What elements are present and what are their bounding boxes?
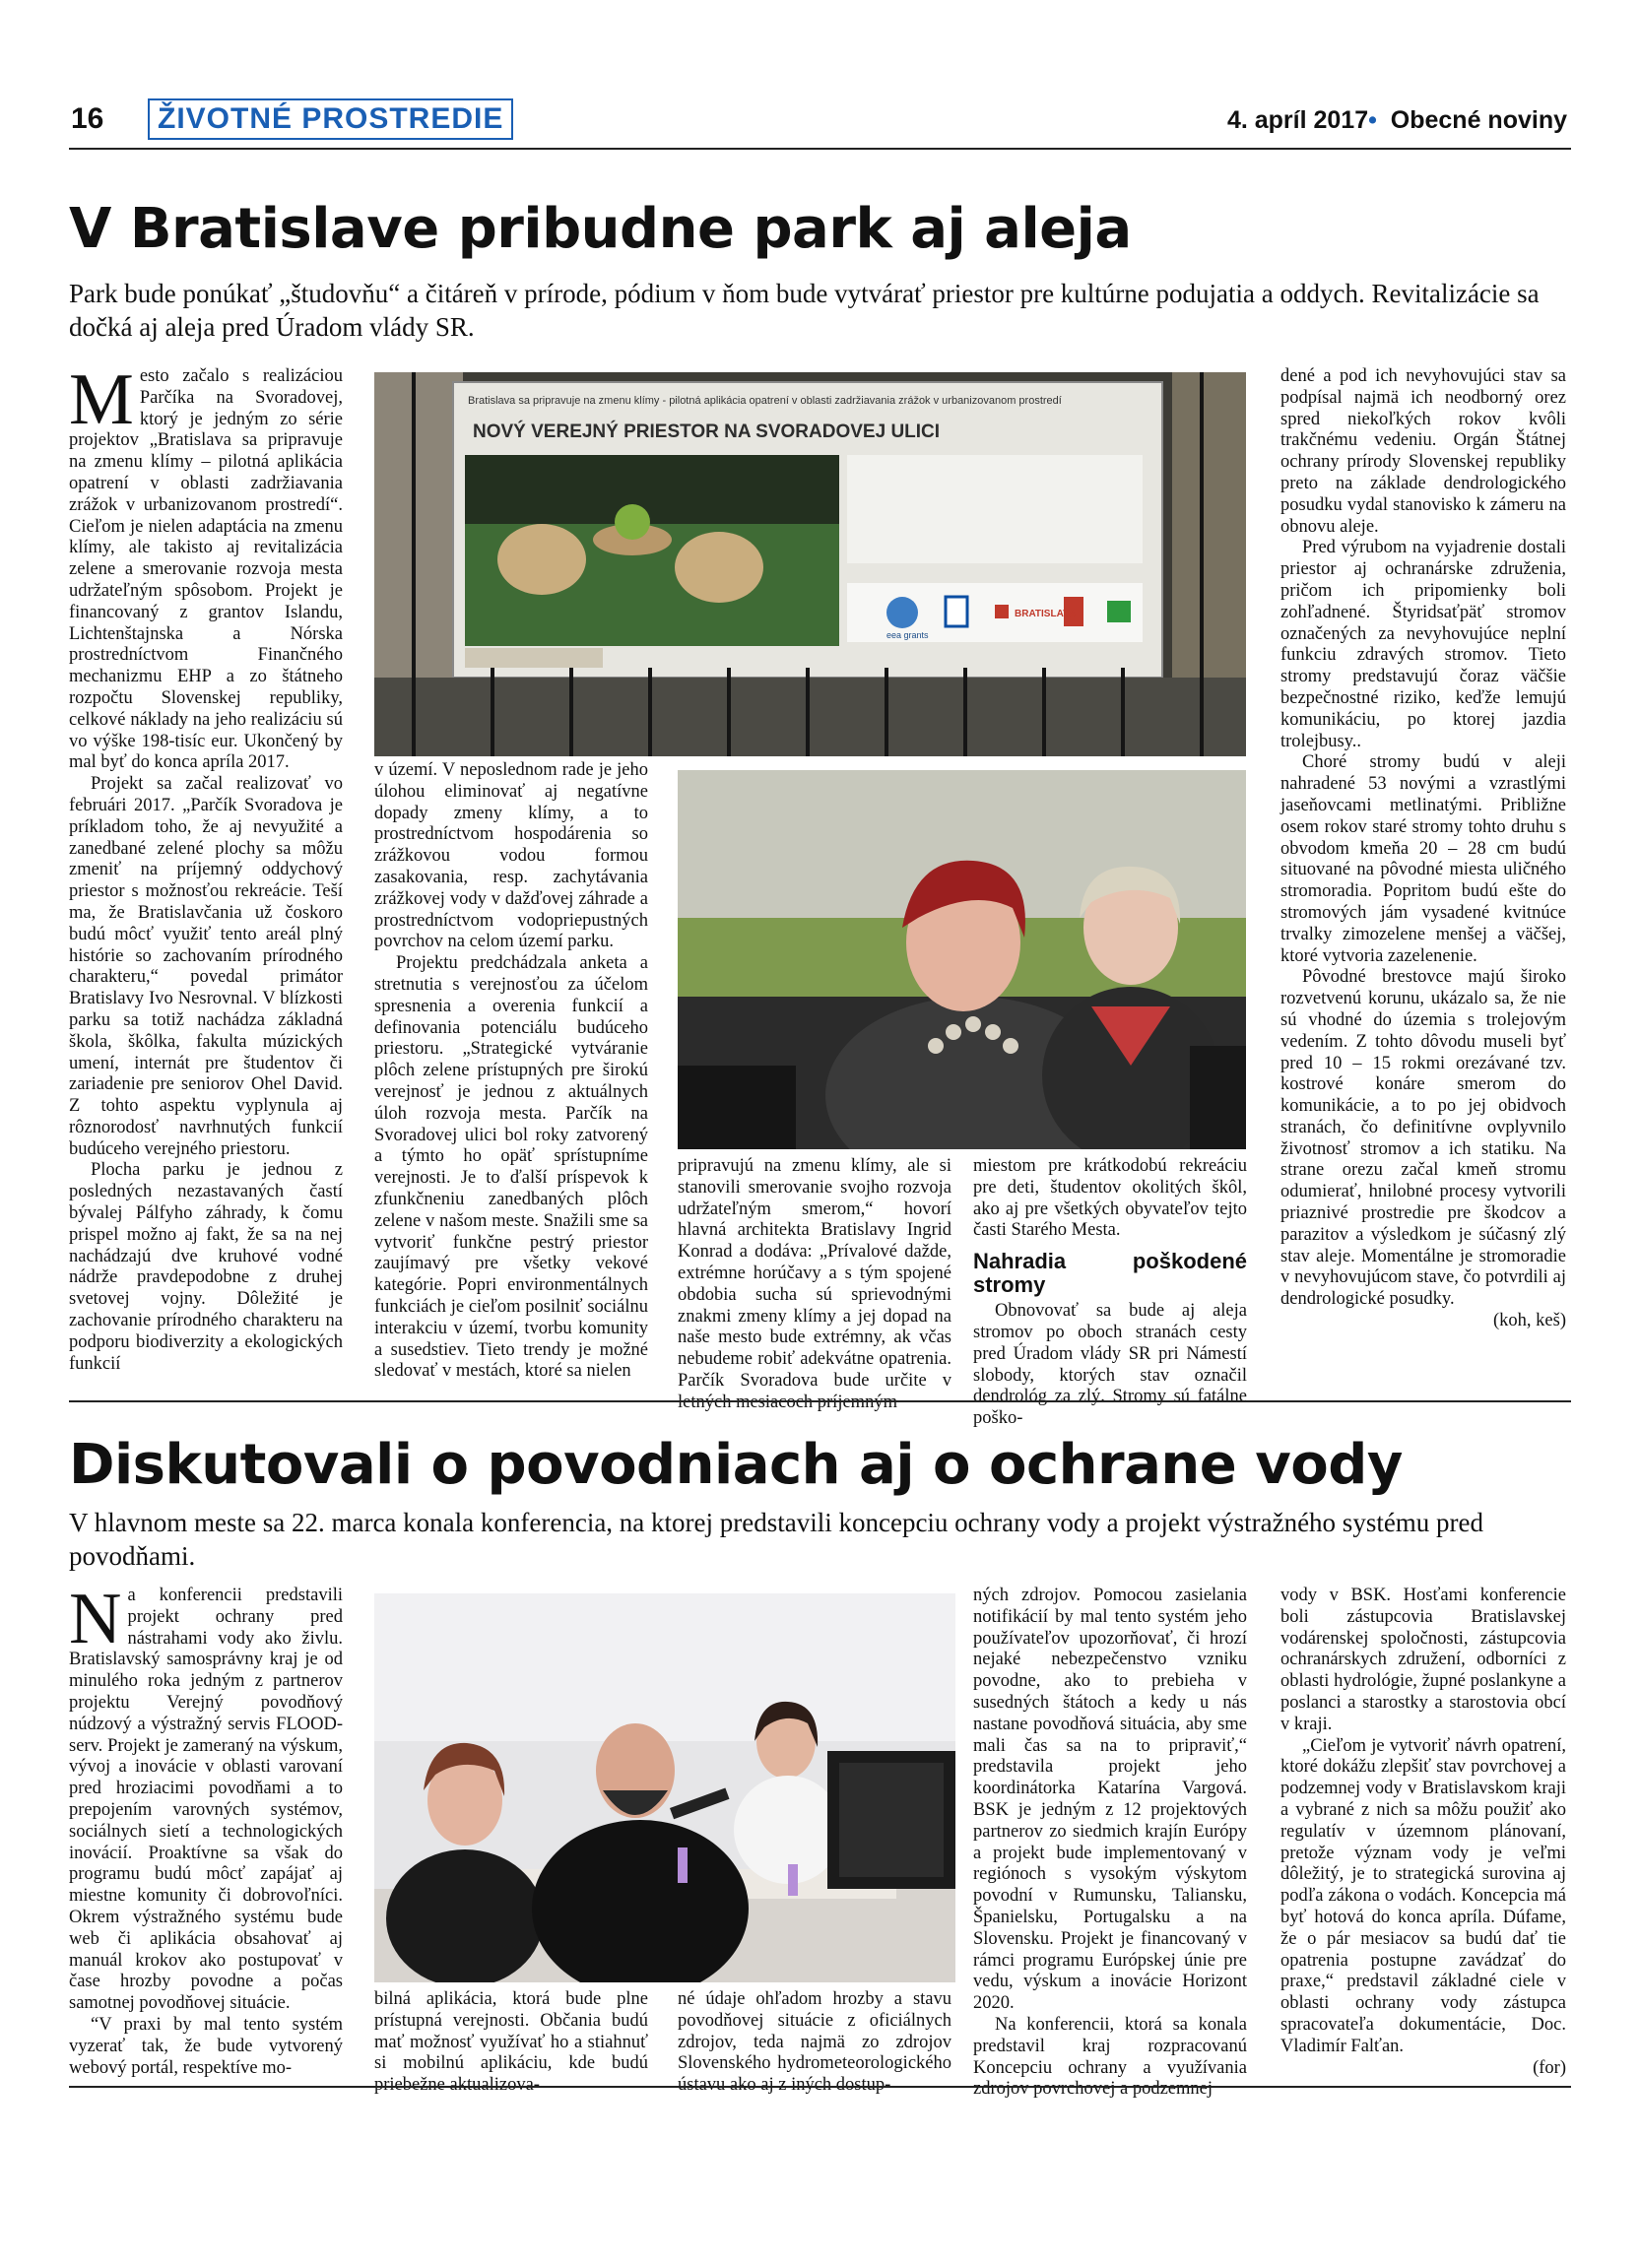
article2-dropcap: N xyxy=(69,1579,122,1659)
article1-column-5 xyxy=(1280,366,1566,1332)
article2-paragraph: “V praxi by mal tento systém vyzerať tak, že bude vytvorený webový portál, respektíve mo- xyxy=(69,2014,343,2078)
article1-paragraph: dené a pod ich nevyhovujúci stav sa podpísal najmä ich neodborný orez spred niekoľkých rokov kvôli trakčnému vedeniu. Orgán Štátnej ochrany prírody Slovenskej republiky preto na základe dendrologického posudku vydal stanovisko k zámeru na obnovu aleje. xyxy=(1280,366,1566,537)
issue-date: 4. apríl 2017 xyxy=(1226,106,1369,134)
masthead-right xyxy=(1227,106,1567,135)
article2-paragraph: né údaje ohľadom hrozby a stavu povodňovej situácie z oficiálnych zdrojov, teda najmä zo zdrojov Slovenského hydrometeorologického ústavu ako aj z iných dostup- xyxy=(678,1989,951,2096)
article1-paragraph: v území. V neposlednom rade je jeho úlohou eliminovať aj negatívne dopady zmeny klímy, a to prostredníctvom hospodárenia so zrážkovou vodou formou zasakovania, resp. zachytávania zrážkovej vody v dažďovej záhrade a prostredníctvom vodopriepustných povrchov na celom území parku. xyxy=(374,760,648,952)
article1-title: V Bratislave pribudne park aj aleja xyxy=(69,197,1132,261)
article1-paragraph: Pôvodné brestovce majú široko rozvetvenú korunu, ukázalo sa, že nie sú vhodné do územia s trolejovým vedením. Z tohto dôvodu museli byť pred 10 – 15 rokmi orezávané tzv. kostrové konáre smerom do komunikácie, a to po jej obidvoch stranách, čo definitívne ovplyvnilo životnosť stromov a ich statiku. Na strane orezu začal kmeň stromu odumierať, hnilobné procesy vytvorili priaznivé prostredie pre škodcov a parazitov a výsledkom je súčasný zlý stav aleje. Momentálne je stromoradie v nevyhovujúcom stave, čo potvrdili aj dendrologické posudky. xyxy=(1280,967,1566,1310)
article-divider xyxy=(69,1400,1571,1402)
article2-column-4 xyxy=(973,1586,1247,2101)
newspaper-name: Obecné noviny xyxy=(1390,106,1567,134)
article1-paragraph: Projekt sa začal realizovať vo februári 2017. „Parčík Svoradova je príkladom toho, že aj nevyužité a zanedbané zelené plochy sa môžu zmeniť na príjemný oddychový priestor s možnosťou rekreácie. Teší ma, že Bratislavčania už čoskoro budú môcť využiť tento areál plný histórie so zachovaním prírodného charakteru,“ povedal primátor Bratislavy Ivo Nesrovnal. V blízkosti parku sa totiž nachádza základná škola, škôlka, fakulta múzických umení, internát pre študentov či zariadenie pre seniorov Ohel David. Z tohto aspektu vyplynula aj rôznorodosť navrhnutých funkcií budúceho verejného priestoru. xyxy=(69,774,343,1159)
article2-paragraph: a konferencii predstavili projekt ochrany pred nástrahami vody ako živlu. Bratislavský samosprávny kraj je od minulého roka jedným z partnerov projektu Verejný povodňový núdzový a výstražný servis FLOOD-serv. Projekt je zameraný na výskum, vývoj a inovácie v oblasti varovaní pred hroziacimi povodňami a to prepojením varovných systémov, sociálnych sietí a technologických inovácií. Proaktívne sa však do programu budú môcť zapájať aj miestne komunity či dobrovoľníci. Okrem výstražného systému bude web či aplikácia obsahovať aj manuál krokov ako postupovať v čase hrozby povodne a počas samotnej povodňovej situácie. xyxy=(69,1586,343,2014)
article1-lead: Park bude ponúkať „študovňu“ a čitáreň v prírode, pódium v ňom bude vytvárať priestor pre kultúrne podujatia a oddych. Revitalizácie sa dočká aj aleja pred Úradom vlády SR. xyxy=(69,279,1540,342)
article2-paragraph: Na konferencii, ktorá sa konala predstavil kraj rozpracovanú Koncepciu ochrany a využívania zdrojov povrchovej a podzemnej xyxy=(973,2014,1247,2100)
article2-column-1 xyxy=(69,1579,343,2079)
article1-column-3 xyxy=(678,1156,951,1414)
article1-signature: (koh, keš) xyxy=(1493,1311,1566,1331)
banner-logo-eea: eea grants xyxy=(886,630,929,640)
banner-line1: Bratislava sa pripravuje na zmenu klímy - pilotná aplikácia opatrení v oblasti zadržiavania zrážok v urbanizovanom prostredí xyxy=(468,395,1062,407)
article1-paragraph: Pred výrubom na vyjadrenie dostali priestor aj ochranárske združenia, pričom ich pripomienky boli zohľadnené. Štyridsaťpäť stromov označených za nevyhovujúce neplní funkciu zdravých stromov. Tieto stromy predstavujú čoraz väčšie bezpečnostné riziko, keďže lemujú komunikáciu, po ktorej jazdia trolejbusy.. xyxy=(1280,538,1566,751)
article2-column-3 xyxy=(678,1989,951,2097)
section-label: ŽIVOTNÉ PROSTREDIE xyxy=(148,98,513,140)
banner-photo xyxy=(374,372,1246,756)
article2-paragraph: „Cieľom je vytvoriť návrh opatrení, ktoré dokážu zlepšiť stav povrchovej a podzemnej vody v Bratislavskom kraji a vybrané z nich sa môžu použiť ako regulatív v územnom plánovaní, pretože význam vody je veľmi dôležitý, je to strategická surovina aj podľa zákona o vodách. Koncepcia má byť hotová do konca apríla. Dúfame, že o pár mesiacov sa budú dať tie opatrenia postupne zavádzať do praxe,“ predstavil základné ciele v oblasti ochrany vody zástupca spracovateľa dokumentácie, Doc. Vladimír Falťan. xyxy=(1280,1735,1566,2056)
footer-rule xyxy=(69,2086,1571,2088)
banner-title: NOVÝ VEREJNÝ PRIESTOR NA SVORADOVEJ ULICI xyxy=(473,421,941,442)
article1-subhead: Nahradia poškodené stromy xyxy=(973,1249,1247,1298)
article1-paragraph: Projektu predchádzala anketa a stretnutia s verejnosťou za účelom spresnenia a overenia funkcií a definovania potenciálu budúceho priestoru. „Strategické vytváranie plôch zelene prístupných pre širokú verejnosť je jednou z aktuálnych úloh rozvoja mesta. Parčík na Svoradovej ulici bol roky zatvorený a týmto ho opäť sprístupníme verejnosti. Je to ďalší príspevok k zfunkčneniu zanedbaných plôch zelene v našom meste. Snažili sme sa vytvoriť funkčne pestrý priestor zaujímavý pre všetky vekové kategórie. Popri environmentálnych funkciách je cieľom posilniť sociálnu interakciu v území, tvorbu komunity a susedstiev. Tieto trendy je možné sledovať v mestách, ktoré sa nielen xyxy=(374,953,648,1382)
article1-column-4 xyxy=(973,1156,1247,1430)
article1-paragraph: Choré stromy budú v aleji nahradené 53 novými a vzrastlými jaseňovcami metlinatými. Približne osem rokov staré stromy tohto druhu s obvodom kmeňa 20 – 28 cm budú situované na pôvodné miesta uličného stromoradia. Popritom budú ešte do stromových jám vysadené kvitnúce trvalky zimozelene menšej a väčšej, ktoré vytvoria zazelenenie. xyxy=(1280,752,1566,966)
page-number: 16 xyxy=(71,102,104,135)
header-rule xyxy=(69,148,1571,150)
article1-paragraph: Plocha parku je jednou z posledných nezastavaných častí bývalej Pálfyho záhrady, k čomu prispel možno aj fakt, že sa na nej nachádzajú dve kruhové vodné nádrže pravdepodobne z druhej svetovej vojny. Dôležité je zachovanie prírodného charakteru na podporu biodiverzity a ekologických funkcií xyxy=(69,1160,343,1374)
article1-paragraph: Obnovovať sa bude aj aleja stromov po oboch stranách cesty pred Úradom vlády SR pri Námestí slobody, ktorých stav označil dendrológ za zlý. Stromy sú fatálne poško- xyxy=(973,1301,1247,1429)
article1-dropcap: M xyxy=(69,359,134,440)
article1-column-2 xyxy=(374,760,648,1383)
banner-logo-bratislava: BRATISLAVA xyxy=(1015,609,1077,619)
header-bullet: • xyxy=(1368,106,1377,134)
article2-signature: (for) xyxy=(1533,2057,1566,2078)
conference-photo xyxy=(374,1593,955,1982)
article2-column-2 xyxy=(374,1989,648,2097)
article2-column-5 xyxy=(1280,1586,1566,2079)
article2-paragraph: ných zdrojov. Pomocou zasielania notifikácií by mal tento systém jeho používateľov upozorňovať, či hrozí nejaké nebezpečenstvo vzniku povodne, ako to prebieha v susedných štátoch a kedy u nás nastane povodňová situácia, aby sme mali čas sa na to pripraviť,“ predstavila projekt jeho koordinátorka Katarína Vargová. BSK je jedným z 12 projektových partnerov zo siedmich krajín Európy a projekt bude implementovaný v regiónoch s vysokým výskytom povodní v Rumunsku, Taliansku, Španielsku, Portugalsku a na Slovensku. Projekt je financovaný v rámci programu Európskej únie pre vedu, výskum a inovácie Horizont 2020. xyxy=(973,1586,1247,2014)
article2-paragraph: vody v BSK. Hosťami konferencie boli zástupcovia Bratislavskej vodárenskej spoločnosti, zástupcovia ochranárskych združení, odborníci z oblasti hydrológie, župné poslankyne a poslanci a starostky a starostovia obcí v kraji. xyxy=(1280,1586,1566,1734)
article1-paragraph: esto začalo s realizáciou Parčíka na Svoradovej, ktorý je jedným zo série projektov „Bratislava sa pripravuje na zmenu klímy – pilotná aplikácia opatrení v oblasti zadržiavania zrážok v urbanizovanom prostredí“. Cieľom je nielen adaptácia na zmenu klímy, ale takisto aj revitalizácia zelene a smerovanie rozvoja mesta udržateľným spôsobom. Projekt je financovaný z grantov Islandu, Lichtenštajnska a Nórska prostredníctvom Finančného mechanizmu EHP a zo štátneho rozpočtu Slovenskej republiky, celkové náklady na jeho realizáciu sú vo výške 198-tisíc eur. Ukončený by mal byť do konca apríla 2017. xyxy=(69,366,343,773)
article2-title: Diskutovali o povodniach aj o ochrane vody xyxy=(69,1433,1403,1497)
article1-column-1 xyxy=(69,359,343,1375)
article2-lead: V hlavnom meste sa 22. marca konala konferencia, na ktorej predstavili koncepciu ochrany vody a projekt výstražného systému pred povodňami. xyxy=(69,1508,1484,1571)
article1-paragraph: pripravujú na zmenu klímy, ale si stanovili smerovanie svojho rozvoja udržateľným smerom,“ hovorí hlavná architekta Bratislavy Ingrid Konrad a dodáva: „Prívalové dažde, extrémne horúčavy a s tým spojené obdobia sucha sú sprievodnými znakmi zmeny klímy a jej dopad na naše mesto bude extrémny, ak včas nebudeme robiť adekvátne opatrenia. Parčík Svoradova bude určite v letných mesiacoch príjemným xyxy=(678,1156,951,1412)
article2-paragraph: bilná aplikácia, ktorá bude plne prístupná verejnosti. Občania budú mať možnosť využívať ho a stiahnuť si mobilnú aplikáciu, kde budú priebežne aktualizova- xyxy=(374,1989,648,2096)
speakers-photo xyxy=(678,770,1246,1149)
article1-paragraph: miestom pre krátkodobú rekreáciu pre deti, študentov okolitých škôl, ako aj pre všetkých obyvateľov tejto časti Starého Mesta. xyxy=(973,1156,1247,1241)
